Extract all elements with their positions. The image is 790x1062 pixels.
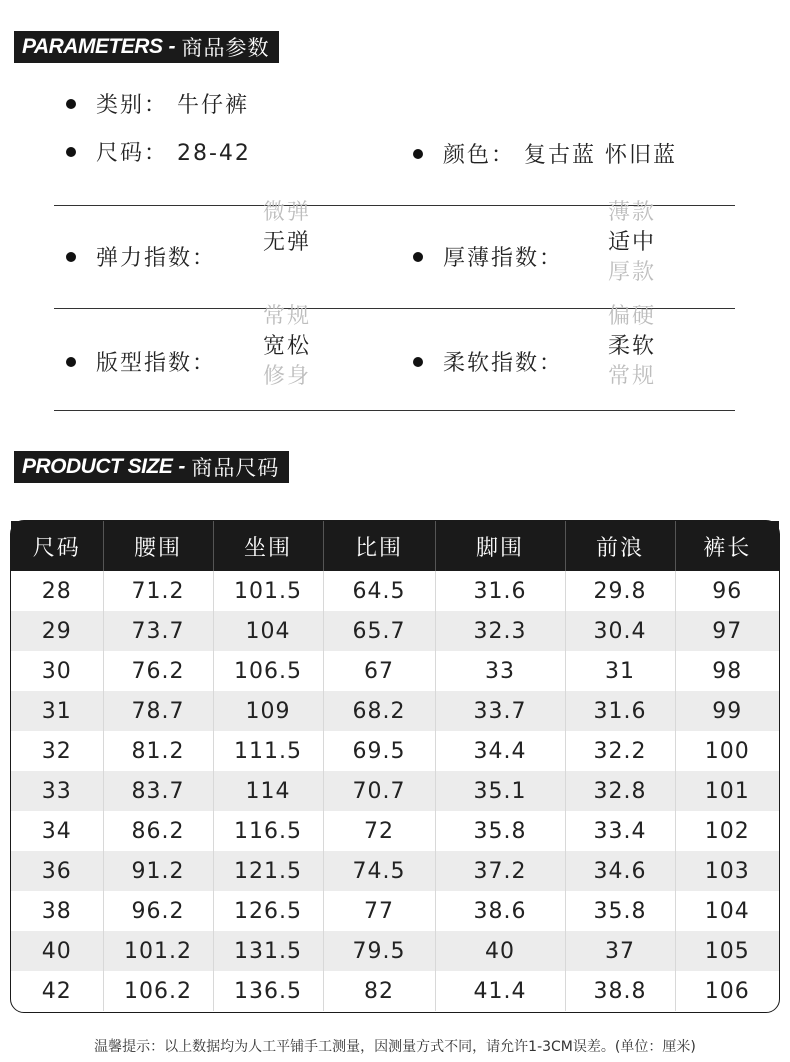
param-size-text: 尺码： 28-42 [96, 141, 251, 166]
table-cell: 68.2 [323, 691, 435, 731]
table-cell: 38.6 [435, 891, 565, 931]
index-softness-below: 常规 [608, 364, 657, 389]
table-cell: 101 [675, 771, 779, 811]
table-cell: 34.4 [435, 731, 565, 771]
product-size-banner-en: PRODUCT SIZE [22, 455, 173, 478]
index-elastic-below [263, 258, 333, 288]
bullet-icon [66, 252, 76, 262]
table-cell: 31.6 [565, 691, 675, 731]
table-cell: 33.4 [565, 811, 675, 851]
bullet-icon [413, 252, 423, 262]
index-softness-value: 柔软 [608, 334, 657, 359]
table-cell: 101.5 [213, 571, 323, 611]
header-leg-opening: 脚围 [435, 521, 565, 571]
table-cell: 98 [712, 658, 743, 684]
table-cell: 28 [11, 571, 103, 611]
param-size [66, 136, 251, 167]
divider [54, 410, 735, 411]
table-cell: 38.8 [565, 971, 675, 1011]
table-cell: 81.2 [103, 731, 213, 771]
parameters-banner-en: PARAMETERS [22, 35, 163, 58]
index-thickness-scale [608, 200, 678, 292]
table-cell: 77 [323, 891, 435, 931]
table-cell: 30 [11, 651, 103, 691]
table-cell: 31.6 [435, 571, 565, 611]
table-cell: 106.5 [213, 651, 323, 691]
header-thigh: 比围 [323, 521, 435, 571]
table-cell: 34.6 [565, 851, 675, 891]
parameters-banner-sep: - [168, 35, 176, 58]
table-cell: 109 [213, 691, 323, 731]
table-cell: 104 [213, 611, 323, 651]
index-softness-above: 偏硬 [608, 304, 657, 329]
table-cell: 131.5 [213, 931, 323, 971]
table-cell: 42 [11, 971, 103, 1011]
product-size-banner-sep: - [178, 455, 186, 478]
bullet-icon [66, 99, 76, 109]
table-cell: 82 [323, 971, 435, 1011]
footer-note: 温馨提示：以上数据均为人工平铺手工测量，因测量方式不同，请允许1-3CM误差。(单位：厘米) [94, 1039, 696, 1055]
table-row [11, 571, 779, 611]
table-cell: 40 [435, 931, 565, 971]
table-cell: 33 [11, 771, 103, 811]
table-cell: 31 [565, 651, 675, 691]
header-hip: 坐围 [213, 521, 323, 571]
table-cell: 136.5 [213, 971, 323, 1011]
table-cell: 29.8 [565, 571, 675, 611]
table-cell: 114 [213, 771, 323, 811]
index-softness-label: 柔软指数： [443, 351, 564, 376]
table-cell: 69.5 [323, 731, 435, 771]
table-row [11, 691, 779, 731]
index-thickness-below: 厚款 [608, 260, 657, 285]
table-cell: 37.2 [435, 851, 565, 891]
param-category [66, 88, 249, 119]
parameters-banner [14, 31, 279, 63]
index-elastic [66, 241, 216, 272]
table-cell: 29 [11, 611, 103, 651]
index-softness [413, 346, 563, 377]
param-color [413, 138, 677, 169]
table-cell: 32.8 [565, 771, 675, 811]
table-cell: 35.1 [435, 771, 565, 811]
product-size-banner [14, 451, 289, 483]
header-length: 裤长 [675, 521, 779, 571]
table-cell: 64.5 [323, 571, 435, 611]
table-cell: 126.5 [213, 891, 323, 931]
table-cell: 86.2 [103, 811, 213, 851]
table-cell: 37 [565, 931, 675, 971]
table-cell: 31 [11, 691, 103, 731]
table-cell: 40 [11, 931, 103, 971]
table-row [11, 651, 779, 691]
index-fit-above: 常规 [263, 304, 312, 329]
index-fit [66, 346, 216, 377]
table-cell: 71.2 [103, 571, 213, 611]
table-cell: 79.5 [323, 931, 435, 971]
table-cell: 96.2 [103, 891, 213, 931]
table-cell: 97 [675, 611, 779, 651]
table-cell: 33.7 [435, 691, 565, 731]
index-elastic-label: 弹力指数： [96, 246, 217, 271]
table-cell: 73.7 [103, 611, 213, 651]
table-cell: 106 [704, 978, 750, 1004]
table-cell: 30.4 [565, 611, 675, 651]
table-cell: 106.2 [103, 971, 213, 1011]
index-elastic-value: 无弹 [263, 230, 312, 255]
product-size-banner-zh: 商品尺码 [191, 456, 280, 480]
table-row [11, 611, 779, 651]
table-cell: 96 [712, 578, 743, 604]
bullet-icon [66, 147, 76, 157]
table-cell: 99 [675, 691, 779, 731]
index-elastic-above: 微弹 [263, 200, 312, 225]
index-thickness-above: 薄款 [608, 200, 657, 225]
index-elastic-scale [263, 200, 333, 292]
table-cell: 36 [11, 851, 103, 891]
param-category-text: 类别： 牛仔裤 [96, 93, 249, 118]
table-cell: 83.7 [103, 771, 213, 811]
table-cell: 100 [704, 738, 750, 764]
index-fit-below: 修身 [263, 364, 312, 389]
table-cell: 103 [675, 851, 779, 891]
index-thickness-value: 适中 [608, 230, 657, 255]
table-row [11, 971, 779, 1011]
table-row [11, 891, 779, 931]
table-row [11, 811, 779, 851]
table-cell: 78.7 [103, 691, 213, 731]
table-row [11, 851, 779, 891]
table-cell: 121.5 [213, 851, 323, 891]
table-cell: 104 [704, 898, 750, 924]
size-table-header [11, 521, 779, 571]
index-softness-scale [608, 304, 678, 396]
table-row [11, 731, 779, 771]
index-thickness-label: 厚薄指数： [443, 246, 564, 271]
table-cell: 65.7 [323, 611, 435, 651]
index-fit-scale [263, 304, 333, 396]
header-front-rise: 前浪 [565, 521, 675, 571]
table-cell: 70.7 [323, 771, 435, 811]
parameters-banner-zh: 商品参数 [181, 36, 270, 60]
table-cell: 72 [323, 811, 435, 851]
table-cell: 102 [704, 818, 750, 844]
bullet-icon [413, 357, 423, 367]
size-table [10, 520, 780, 1013]
table-cell: 74.5 [323, 851, 435, 891]
header-waist: 腰围 [103, 521, 213, 571]
table-cell: 101.2 [103, 931, 213, 971]
table-cell: 105 [675, 931, 779, 971]
table-cell: 33 [435, 651, 565, 691]
table-cell: 76.2 [103, 651, 213, 691]
table-cell: 32.3 [435, 611, 565, 651]
table-cell: 111.5 [213, 731, 323, 771]
header-size: 尺码 [11, 521, 103, 571]
table-cell: 116.5 [213, 811, 323, 851]
table-row [11, 771, 779, 811]
table-cell: 32.2 [565, 731, 675, 771]
table-cell: 41.4 [435, 971, 565, 1011]
table-cell: 32 [11, 731, 103, 771]
table-cell: 35.8 [565, 891, 675, 931]
param-color-text: 颜色： 复古蓝 怀旧蓝 [443, 143, 677, 168]
bullet-icon [66, 357, 76, 367]
index-fit-value: 宽松 [263, 334, 312, 359]
index-fit-label: 版型指数： [96, 351, 217, 376]
table-cell: 91.2 [103, 851, 213, 891]
table-row [11, 931, 779, 971]
index-thickness [413, 241, 563, 272]
table-cell: 38 [11, 891, 103, 931]
bullet-icon [413, 149, 423, 159]
table-cell: 34 [11, 811, 103, 851]
table-cell: 67 [323, 651, 435, 691]
table-cell: 35.8 [435, 811, 565, 851]
